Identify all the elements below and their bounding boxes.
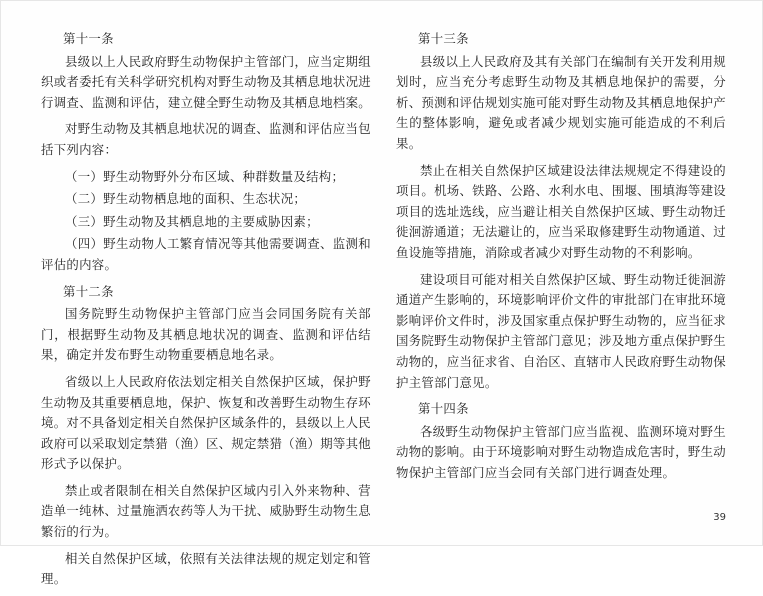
article-13-paragraph-2: 禁止在相关自然保护区域建设法律法规规定不得建设的项目。机场、铁路、公路、水利水电、围堰、围填海等建设项目的选址选线，应当避让相关自然保护区域、野生动物迁徙洄游通道；无法避让的，应当采取修建野生动物通道、过鱼设施等措施，消除或者减少对野生动物的不利影响。	[396, 162, 726, 260]
article-11-paragraph-2: 对野生动物及其栖息地状况的调查、监测和评估应当包括下列内容：	[41, 121, 371, 157]
article-12-heading: 第十二条	[63, 283, 114, 299]
article-11-item-1: （一）野生动物野外分布区域、种群数量及结构；	[65, 168, 345, 184]
article-14-paragraph-1: 各级野生动物保护主管部门应当监视、监测环境对野生动物的影响。由于环境影响对野生动物造成危害时，野生动物保护主管部门应当会同有关部门进行调查处理。	[396, 423, 726, 480]
article-12-paragraph-3: 禁止或者限制在相关自然保护区域内引入外来物种、营造单一纯林、过量施洒农药等人为干扰、威胁野生动物生息繁衍的行为。	[41, 482, 371, 540]
article-13-paragraph-3: 建设项目可能对相关自然保护区域、野生动物迁徙洄游通道产生影响的，环境影响评价文件的审批部门在审批环境影响评价文件时，涉及国家重点保护野生动物的，应当征求国务院野生动物保护主管部门意见；涉及地方重点保护野生动物的，应当征求省、自治区、直辖市人民政府野生动物保护主管部门意见。	[396, 271, 726, 390]
article-11-paragraph-1: 县级以上人民政府野生动物保护主管部门，应当定期组织或者委托有关科学研究机构对野生动物及其栖息地状况进行调查、监测和评估，建立健全野生动物及其栖息地档案。	[41, 53, 371, 110]
article-12-paragraph-2: 省级以上人民政府依法划定相关自然保护区域，保护野生动物及其重要栖息地，保护、恢复和改善野生动物生存环境。对不具备划定相关自然保护区域条件的，县级以上人民政府可以采取划定禁猎（渔）区、规定禁猎（渔）期等其他形式予以保护。	[41, 373, 371, 472]
article-13-heading: 第十三条	[418, 31, 469, 46]
article-11-item-4: （四）野生动物人工繁育情况等其他需要调查、监测和评估的内容。	[41, 236, 371, 272]
page-number: 39	[713, 512, 726, 523]
right-column	[396, 29, 726, 489]
article-11-item-3: （三）野生动物及其栖息地的主要威胁因素；	[65, 213, 319, 229]
article-11-item-2: （二）野生动物栖息地的面积、生态状况；	[65, 191, 307, 207]
left-column	[41, 29, 371, 596]
article-12-paragraph-1: 国务院野生动物保护主管部门应当会同国务院有关部门，根据野生动物及其栖息地状况的调查、监测和评估结果，确定并发布野生动物重要栖息地名录。	[41, 306, 371, 363]
article-12-paragraph-4: 相关自然保护区域，依照有关法律法规的规定划定和管理。	[41, 550, 371, 587]
article-13-paragraph-1: 县级以上人民政府及其有关部门在编制有关开发利用规划时，应当充分考虑野生动物及其栖息地保护的需要，分析、预测和评估规划实施可能对野生动物及其栖息地保护产生的整体影响，避免或者减少规划实施可能造成的不利后果。	[396, 53, 726, 151]
article-14-heading: 第十四条	[418, 401, 469, 417]
article-11-heading: 第十一条	[63, 31, 114, 46]
